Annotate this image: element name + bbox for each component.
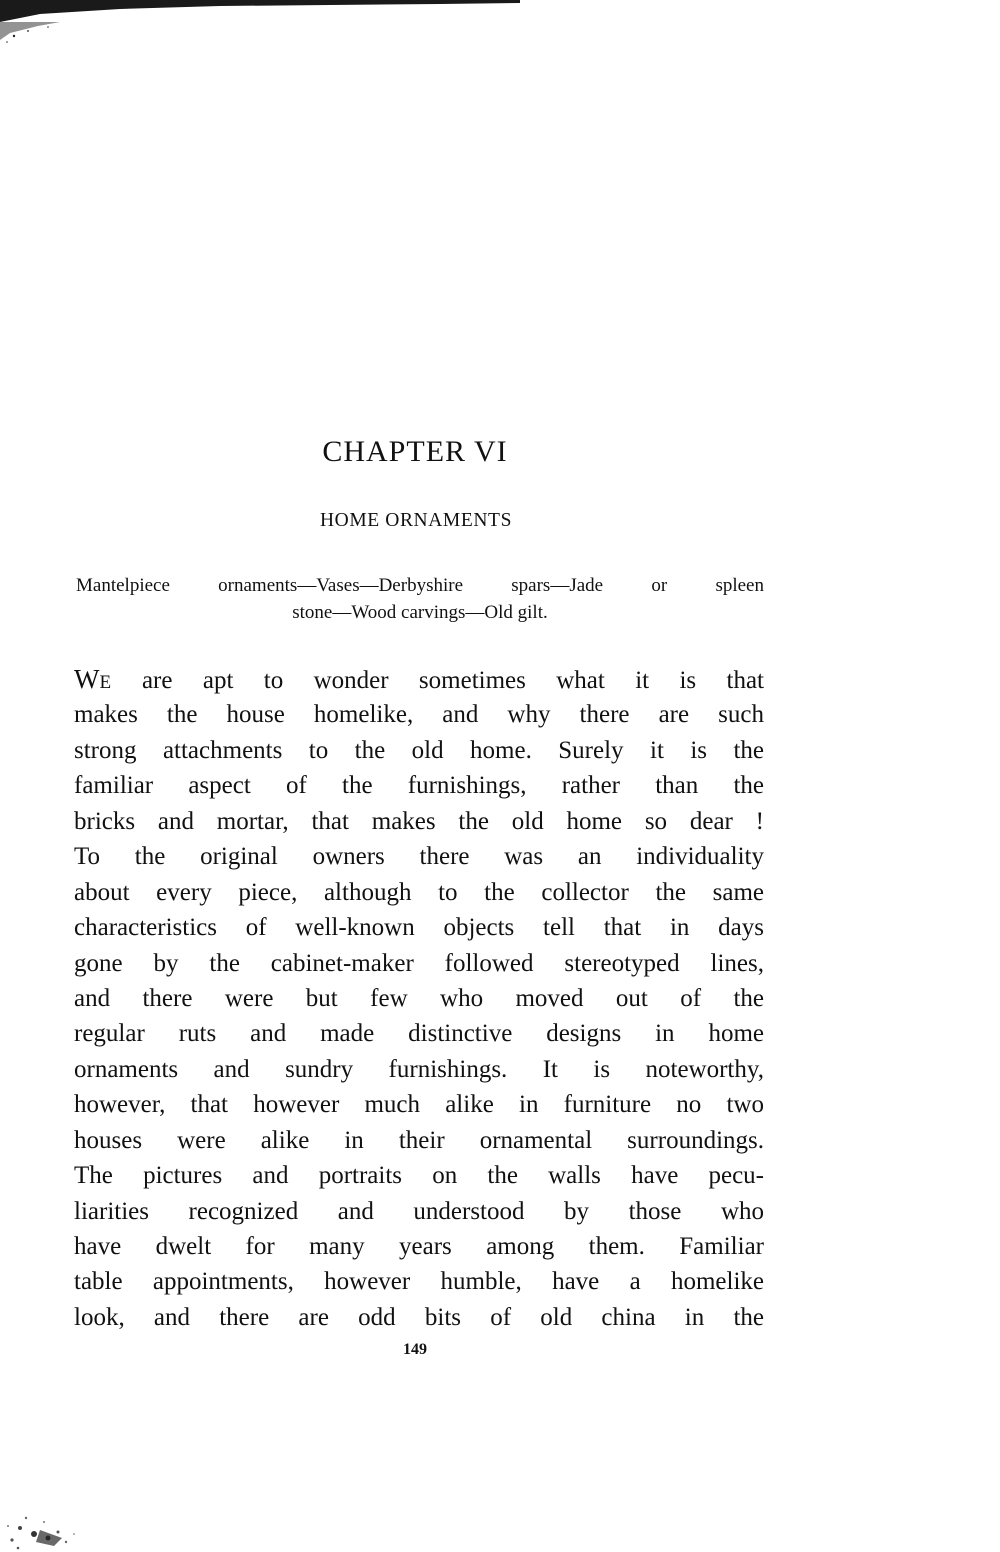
body-line: liarities recognized and understood by those who [74, 1197, 764, 1225]
body-line: gone by the cabinet-maker followed stereotyped lines, [74, 949, 764, 977]
body-line: The pictures and portraits on the walls have pecu- [74, 1162, 764, 1190]
scan-speck-artifact-graphic [0, 1468, 100, 1552]
body-line: about every piece, although to the collector the same [74, 878, 764, 906]
body-text [74, 662, 764, 1335]
scan-speck-artifact [0, 1468, 100, 1552]
scan-edge-artifact [0, 0, 530, 44]
body-line: table appointments, however humble, have a homelike [74, 1268, 764, 1296]
body-line: regular ruts and made distinctive designs in home [74, 1020, 764, 1048]
chapter-subtitle: HOME ORNAMENTS [319, 510, 513, 531]
body-line: strong attachments to the old home. Surely it is the [74, 736, 764, 764]
body-line: ornaments and sundry furnishings. It is noteworthy, [74, 1055, 764, 1083]
chapter-summary-line: Mantelpiece ornaments—Vases—Derbyshire spars—Jade or spleen [76, 575, 764, 596]
body-line: look, and there are odd bits of old china in the [74, 1303, 764, 1331]
body-line: makes the house homelike, and why there are such [74, 701, 764, 729]
body-line: bricks and mortar, that makes the old home so dear ! [74, 807, 764, 835]
body-line: and there were but few who moved out of the [74, 984, 764, 1012]
page-number: 149 [403, 1341, 427, 1358]
body-line: familiar aspect of the furnishings, rather than the [74, 772, 764, 800]
chapter-summary [76, 572, 764, 626]
body-line: have dwelt for many years among them. Familiar [74, 1233, 764, 1260]
chapter-summary-line: stone—Wood carvings—Old gilt. [292, 602, 548, 623]
body-line: however, that however much alike in furniture no two [74, 1091, 764, 1119]
body-line: houses were alike in their ornamental surroundings. [74, 1126, 764, 1154]
scan-edge-artifact-graphic [0, 0, 530, 44]
opening-small-cap: E [99, 672, 112, 693]
opening-initial: W [74, 664, 100, 694]
body-line: characteristics of well-known objects tell that in days [74, 914, 764, 942]
body-line-opening [74, 662, 764, 697]
body-line: To the original owners there was an individuality [74, 843, 764, 871]
chapter-heading: CHAPTER VI [322, 435, 508, 468]
opening-line-text: are apt to wonder sometimes what it is that [111, 667, 764, 694]
